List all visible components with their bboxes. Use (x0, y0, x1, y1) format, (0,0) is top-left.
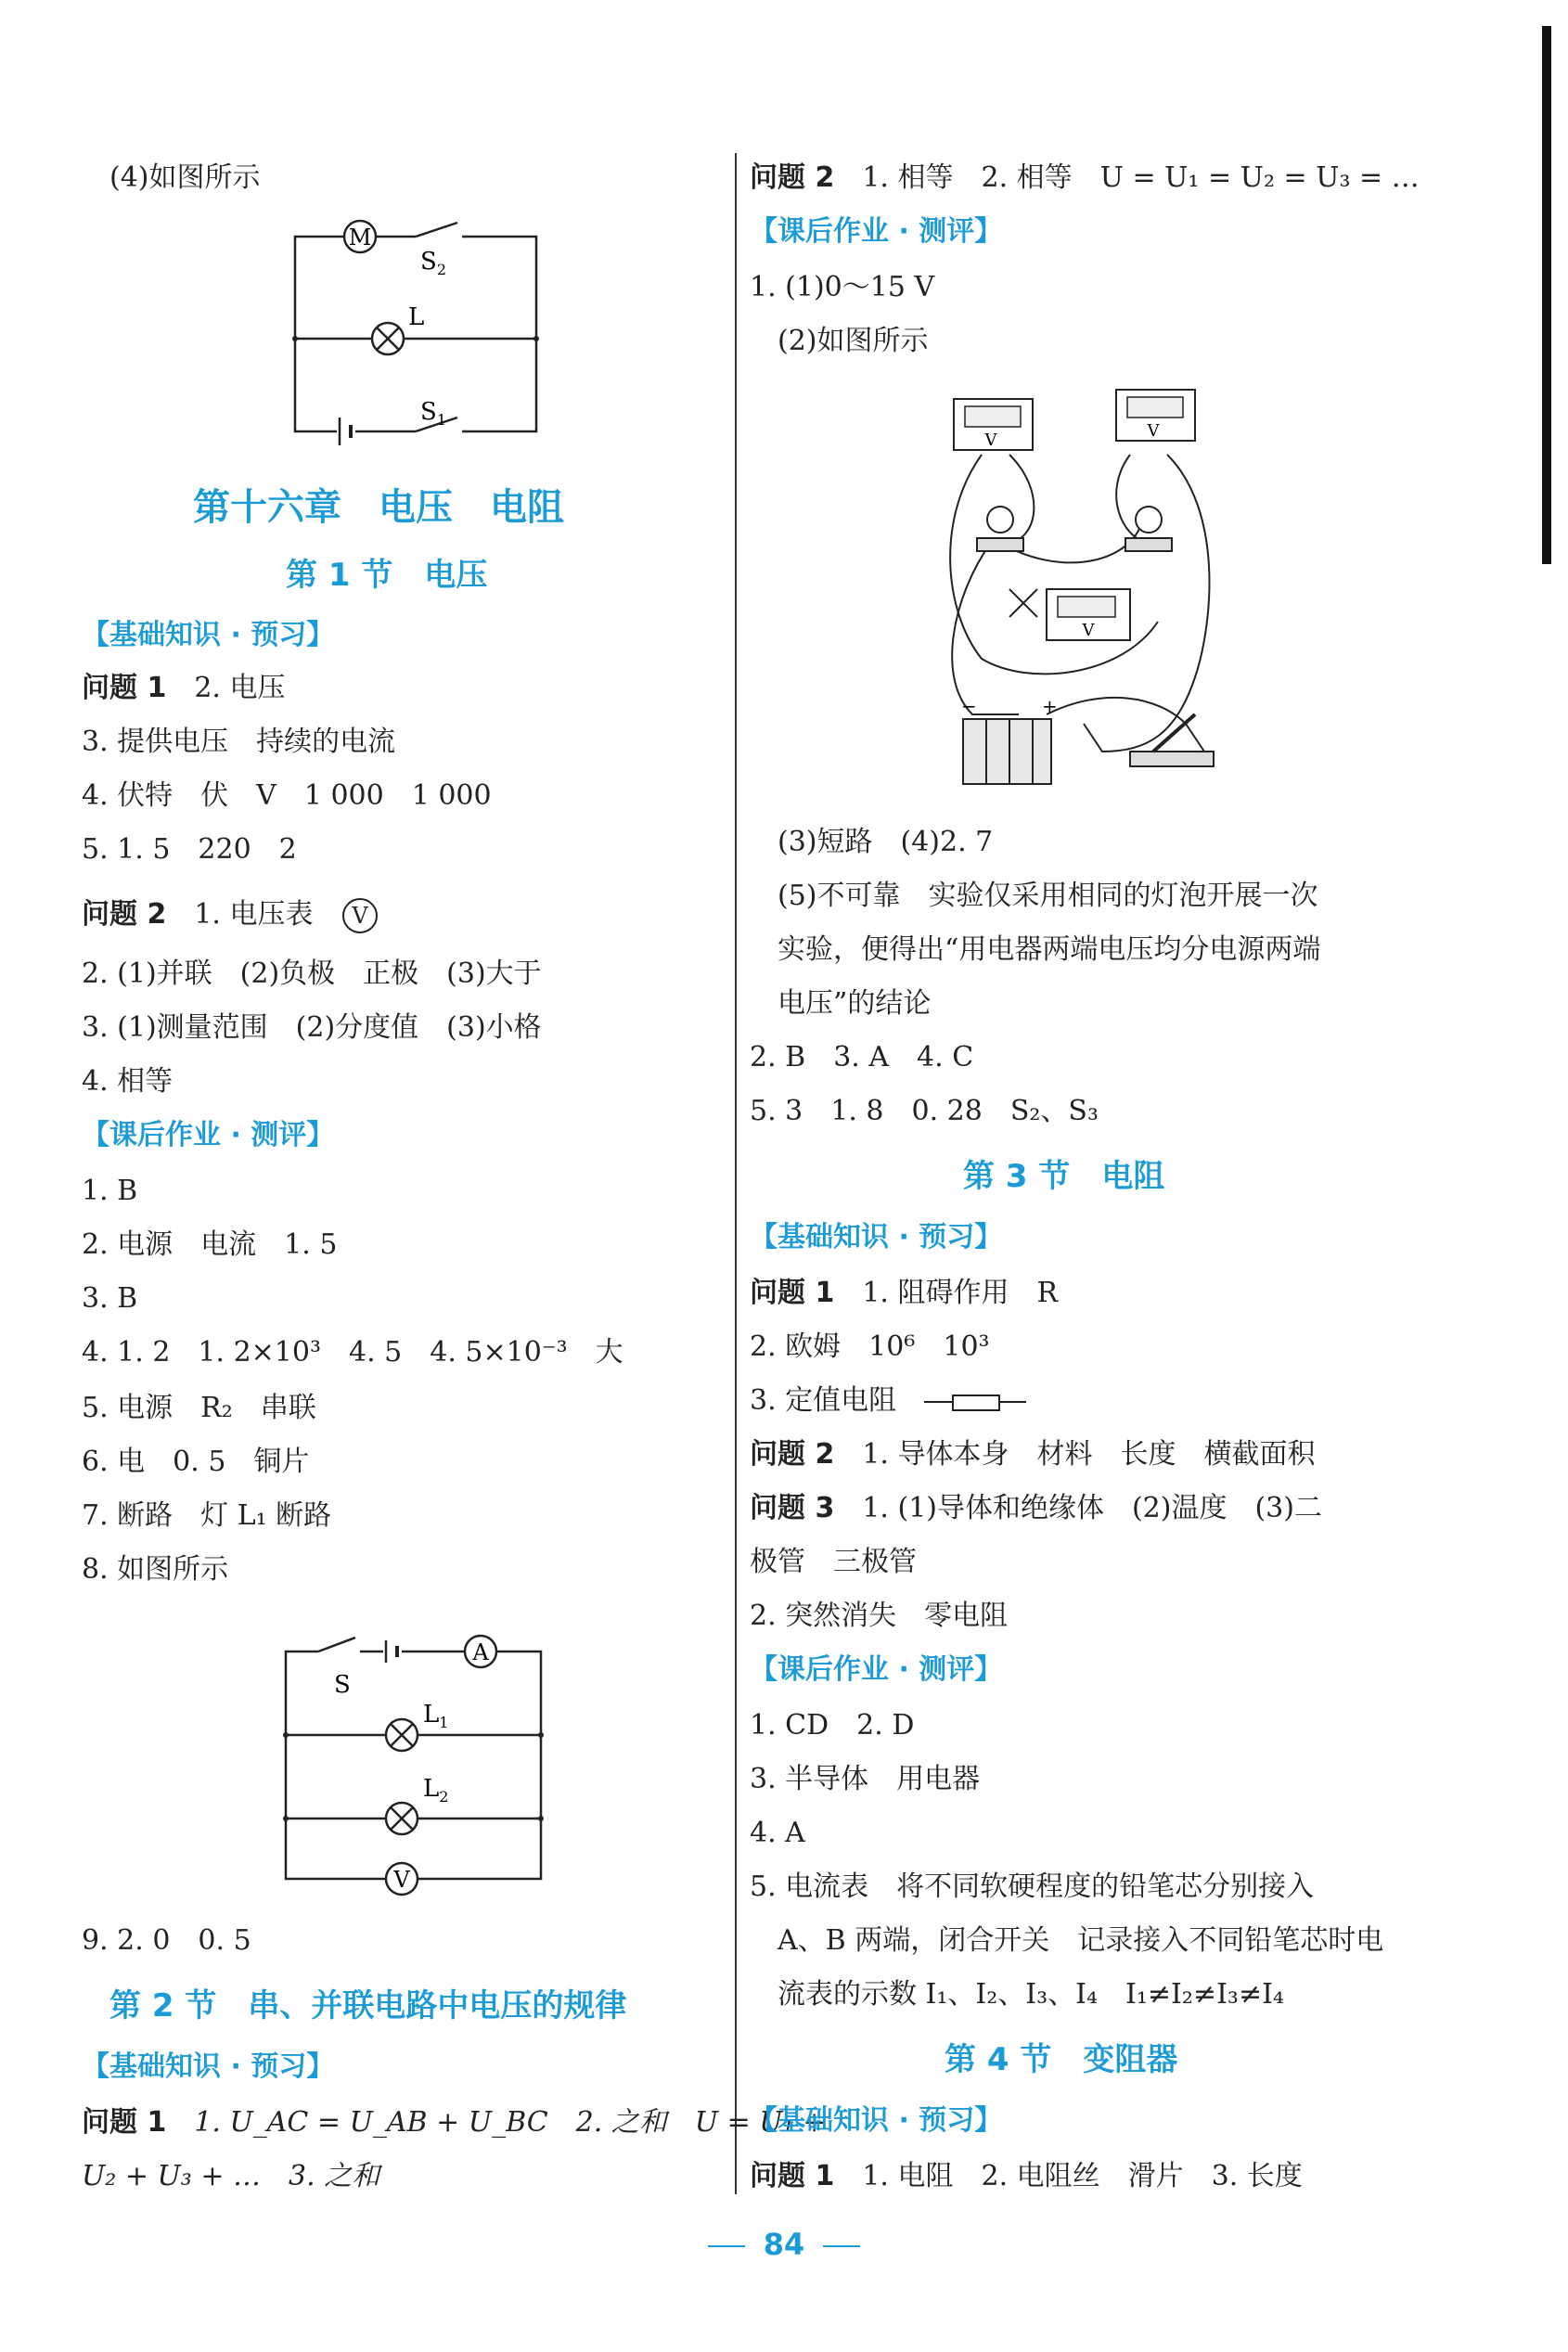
answer-line: 流表的示数 I₁、I₂、I₃、I₄ I₁≠I₂≠I₃≠I₄ (778, 1978, 1284, 2011)
voltmeter-right-drawing (1116, 390, 1195, 441)
section-title-2: 第 2 节 串、并联电路中电压的规律 (109, 1987, 627, 2024)
heading-basic-knowledge: 【基础知识 · 预习】 (82, 619, 335, 651)
svg-text:V: V (1147, 421, 1160, 441)
answer-line: 3. 半导体 用电器 (750, 1763, 981, 1795)
answer-line: 6. 电 0. 5 铜片 (82, 1446, 310, 1478)
heading-homework: 【课后作业 · 测评】 (750, 215, 1003, 248)
lamp-l2-label: $L_2$ (423, 1775, 449, 1806)
answer-line: 5. 电源 R₂ 串联 (82, 1392, 316, 1424)
answer-line: (3)短路 (4)2. 7 (778, 826, 994, 858)
answer-line: 2. 突然消失 零电阻 (750, 1600, 1009, 1632)
switch-label: S (334, 1671, 351, 1699)
answer-line: 1. B (82, 1175, 138, 1207)
column-divider (735, 153, 737, 2194)
ammeter-label: A (472, 1639, 489, 1665)
answer-line: 5. 1. 5 220 2 (82, 833, 297, 866)
page-number: 84 (0, 2227, 1568, 2262)
answer-line: 问题 2 1. 导体本身 材料 长度 横截面积 (750, 1438, 1316, 1471)
circuit-diagram-motor-lamp (286, 213, 638, 455)
answer-line: 3. (1)测量范围 (2)分度值 (3)小格 (82, 1011, 542, 1044)
answer-line: 2. B 3. A 4. C (750, 1041, 974, 1073)
voltmeter-center-drawing (1047, 589, 1130, 640)
section-title-4: 第 4 节 变阻器 (945, 2041, 1178, 2078)
answer-line: 9. 2. 0 0. 5 (82, 1924, 251, 1957)
lamp-label: L (408, 303, 425, 331)
answer-line: 3. 提供电压 持续的电流 (82, 726, 396, 758)
answer-line: 问题 1 1. 电阻 2. 电阻丝 滑片 3. 长度 (750, 2160, 1303, 2192)
answer-line: 4. A (750, 1817, 805, 1849)
resistor-symbol (924, 1393, 1026, 1411)
answer-line: 问题 3 1. (1)导体和绝缘体 (2)温度 (3)二 (750, 1492, 1322, 1524)
heading-homework: 【课后作业 · 测评】 (82, 1119, 335, 1151)
answer-line: 3. 定值电阻 (750, 1382, 1026, 1420)
answer-line: 4. 1. 2 1. 2×10³ 4. 5 4. 5×10⁻³ 大 (82, 1336, 623, 1369)
bulb-left-drawing (977, 507, 1023, 551)
answer-line: 4. 伏特 伏 V 1 000 1 000 (82, 779, 492, 812)
answer-line: 2. 电源 电流 1. 5 (82, 1228, 338, 1261)
answer-line: 2. 欧姆 10⁶ 10³ (750, 1330, 990, 1363)
answer-line: 4. 相等 (82, 1065, 174, 1098)
answer-line: 1. CD 2. D (750, 1709, 915, 1742)
experiment-wiring-illustration (917, 380, 1325, 789)
chapter-title: 第十六章 电压 电阻 (193, 486, 564, 529)
answer-line: (2)如图所示 (778, 325, 929, 357)
answer-line: 5. 电流表 将不同软硬程度的铅笔芯分别接入 (750, 1870, 1315, 1903)
answer-line: 问题 2 1. 电压表 V (82, 896, 378, 933)
battery-drawing (961, 695, 1058, 784)
answer-line: 7. 断路 灯 L₁ 断路 (82, 1499, 332, 1532)
svg-text:−: − (961, 695, 977, 717)
s1-label: $S_1$ (420, 398, 446, 429)
answer-line: 实验，便得出“用电器两端电压均分电源两端 (778, 933, 1321, 966)
answer-line: (5)不可靠 实验仅采用相同的灯泡开展一次 (778, 880, 1318, 912)
heading-homework: 【课后作业 · 测评】 (750, 1653, 1003, 1686)
answer-line: U₂ + U₃ + … 3. 之和 (82, 2160, 380, 2192)
answer-line: 8. 如图所示 (82, 1553, 229, 1586)
voltmeter-label: V (393, 1867, 410, 1893)
section-title-1: 第 1 节 电压 (286, 557, 488, 594)
circuit-diagram-parallel-lamps (276, 1624, 648, 1902)
answer-line: 问题 1 2. 电压 (82, 672, 286, 704)
heading-basic-knowledge: 【基础知识 · 预习】 (82, 2050, 335, 2083)
answer-line: 1. (1)0～15 V (750, 271, 935, 303)
page-edge-shadow (1542, 26, 1551, 564)
heading-basic-knowledge: 【基础知识 · 预习】 (750, 1221, 1003, 1253)
bulb-right-drawing (1125, 507, 1172, 551)
answer-line: (4)如图所示 (109, 161, 261, 194)
answer-line: 2. (1)并联 (2)负极 正极 (3)大于 (82, 958, 542, 990)
answer-line: 问题 1 1. 阻碍作用 R (750, 1277, 1059, 1309)
voltmeter-symbol: V (342, 898, 378, 933)
answer-line: 5. 3 1. 8 0. 28 S₂、S₃ (750, 1095, 1099, 1127)
motor-label: M (348, 225, 372, 251)
answer-line: 电压”的结论 (778, 987, 932, 1020)
section-title-3: 第 3 节 电阻 (963, 1158, 1165, 1195)
svg-text:+: + (1042, 695, 1058, 717)
answer-line: 问题 1 1. U_AC = U_AB + U_BC 2. 之和 U = U₁ + (82, 2106, 827, 2139)
svg-text:V: V (1082, 621, 1095, 640)
voltmeter-left-drawing (954, 399, 1033, 450)
answer-line: 极管 三极管 (750, 1546, 917, 1578)
s2-label: $S_2$ (420, 248, 446, 278)
answer-line: 3. B (82, 1282, 138, 1315)
answer-line: A、B 两端，闭合开关 记录接入不同铅笔芯时电 (778, 1924, 1384, 1957)
svg-text:V: V (984, 431, 997, 450)
lamp-l1-label: $L_1$ (423, 1701, 449, 1731)
answer-line: 问题 2 1. 相等 2. 相等 U = U₁ = U₂ = U₃ = … (750, 161, 1420, 194)
heading-basic-knowledge: 【基础知识 · 预习】 (750, 2104, 1003, 2137)
